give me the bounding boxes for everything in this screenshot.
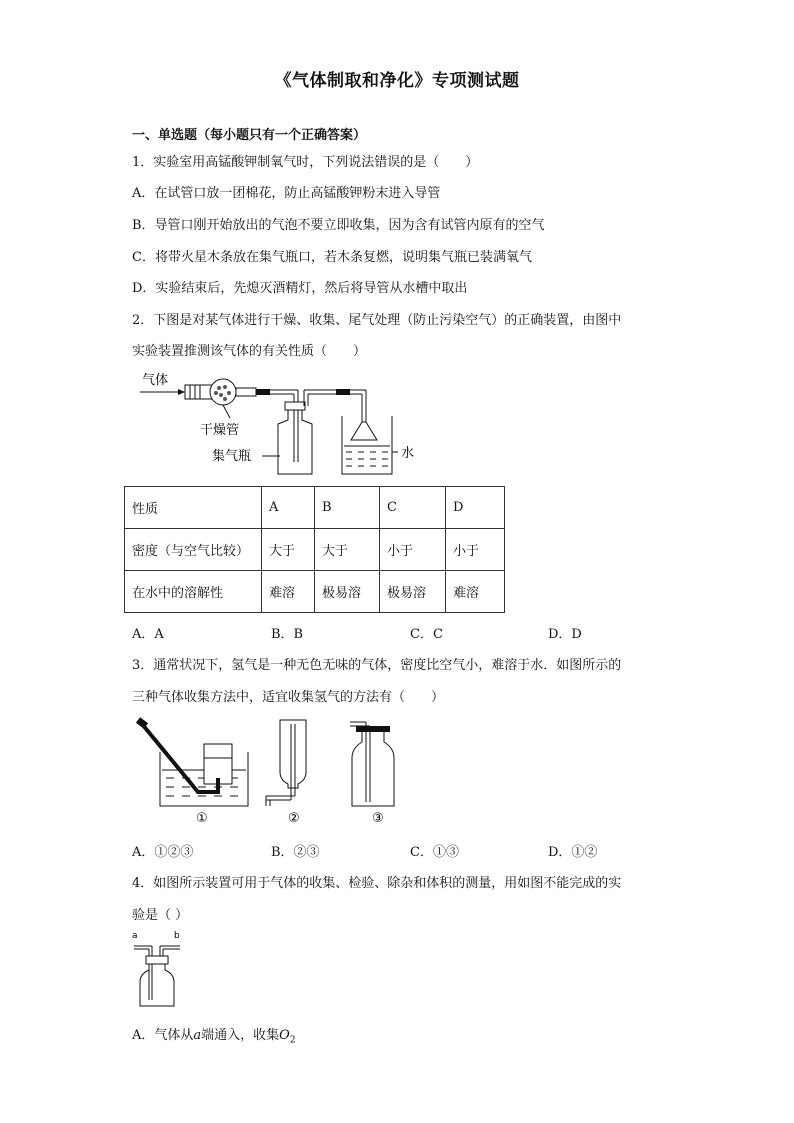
q4-option-a-chem: O: [279, 1028, 290, 1043]
q4-option-a-var: a: [193, 1028, 202, 1043]
q4-stem-line1: 4．如图所示装置可用于气体的收集、检验、除杂和体积的测量，用如图不能完成的实: [132, 876, 622, 891]
method-1-label: ①: [196, 811, 208, 826]
table-cell: 小于: [380, 529, 446, 571]
section-heading: 一、单选题（每小题只有一个正确答案）: [132, 128, 367, 143]
q1-option-c: C．将带火星木条放在集气瓶口，若木条复燃，说明集气瓶已装满氧气: [132, 250, 532, 265]
q1-stem: 1．实验室用高锰酸钾制氧气时，下列说法错误的是（ ）: [132, 155, 479, 170]
q2-option-a: A．A: [132, 627, 164, 642]
q2-stem-line1: 2．下图是对某气体进行干燥、收集、尾气处理（防止污染空气）的正确装置，由图中: [132, 313, 622, 328]
method-upward-displacement: [350, 722, 394, 826]
drying-tube-bulb: [210, 379, 236, 405]
port-a-label: a: [132, 931, 138, 941]
q3-option-c: C．①③: [410, 845, 459, 860]
gas-label: 气体: [142, 373, 169, 388]
drying-tube-stopper: [185, 385, 213, 399]
method-downward-displacement: [266, 720, 306, 826]
q2-property-table: [124, 486, 505, 613]
q4-option-a-prefix: A．气体从: [132, 1028, 194, 1043]
table-row: [125, 529, 505, 571]
table-cell: A: [262, 487, 315, 529]
q4-option-a: [132, 1024, 296, 1046]
table-cell: 难溶: [446, 571, 505, 613]
q4-option-a-mid: 端通入，收集: [201, 1028, 280, 1043]
port-b-label: b: [174, 931, 180, 941]
q2-apparatus-figure: [130, 366, 430, 478]
gas-bottle: [278, 408, 312, 474]
table-row: [125, 487, 505, 529]
table-cell: 小于: [446, 529, 505, 571]
method-3-label: ③: [372, 811, 384, 826]
q3-stem-line2: 三种气体收集方法中，适宜收集氢气的方法有（ ）: [132, 690, 445, 705]
page-title: 《气体制取和净化》专项测试题: [274, 71, 520, 91]
table-row: [125, 571, 505, 613]
table-cell: B: [315, 487, 380, 529]
water-label: 水: [401, 446, 415, 461]
inverted-funnel: [351, 422, 377, 440]
table-cell: 大于: [262, 529, 315, 571]
q2-stem-line2: 实验装置推测该气体的有关性质（ ）: [132, 344, 367, 359]
q2-option-b: B．B: [271, 627, 304, 642]
method-water-displacement: [138, 720, 248, 826]
table-cell: 性质: [125, 487, 262, 529]
q3-option-b: B．②③: [271, 845, 320, 860]
q2-option-c: C．C: [410, 627, 443, 642]
q1-option-a: A．在试管口放一团棉花，防止高锰酸钾粉末进入导管: [132, 186, 441, 201]
table-cell: 大于: [315, 529, 380, 571]
q4-option-a-sub: 2: [289, 1035, 296, 1046]
table-cell: D: [446, 487, 505, 529]
q4-gas-bottle-figure: [130, 928, 190, 1010]
q2-option-d: D．D: [548, 627, 582, 642]
table-cell: 难溶: [262, 571, 315, 613]
gas-bottle-label: 集气瓶: [212, 449, 252, 464]
q1-option-b: B．导管口刚开始放出的气泡不要立即收集，因为含有试管内原有的空气: [132, 218, 545, 233]
table-cell: 密度（与空气比较）: [125, 529, 262, 571]
q3-collection-methods-figure: [130, 712, 420, 828]
q4-stem-line2: 验是（ ）: [132, 908, 189, 923]
q3-option-d: D．①②: [548, 845, 598, 860]
q1-option-d: D．实验结束后，先熄灭酒精灯，然后将导管从水槽中取出: [132, 281, 468, 296]
table-cell: C: [380, 487, 446, 529]
bottle-stopper: [285, 402, 305, 410]
drying-tube-label: 干燥管: [200, 423, 240, 438]
q3-option-a: A．①②③: [132, 845, 194, 860]
method-2-label: ②: [288, 811, 300, 826]
table-cell: 极易溶: [380, 571, 446, 613]
q3-stem-line1: 3．通常状况下，氢气是一种无色无味的气体，密度比空气小，难溶于水．如图所示的: [132, 658, 622, 673]
table-cell: 在水中的溶解性: [125, 571, 262, 613]
table-cell: 极易溶: [315, 571, 380, 613]
